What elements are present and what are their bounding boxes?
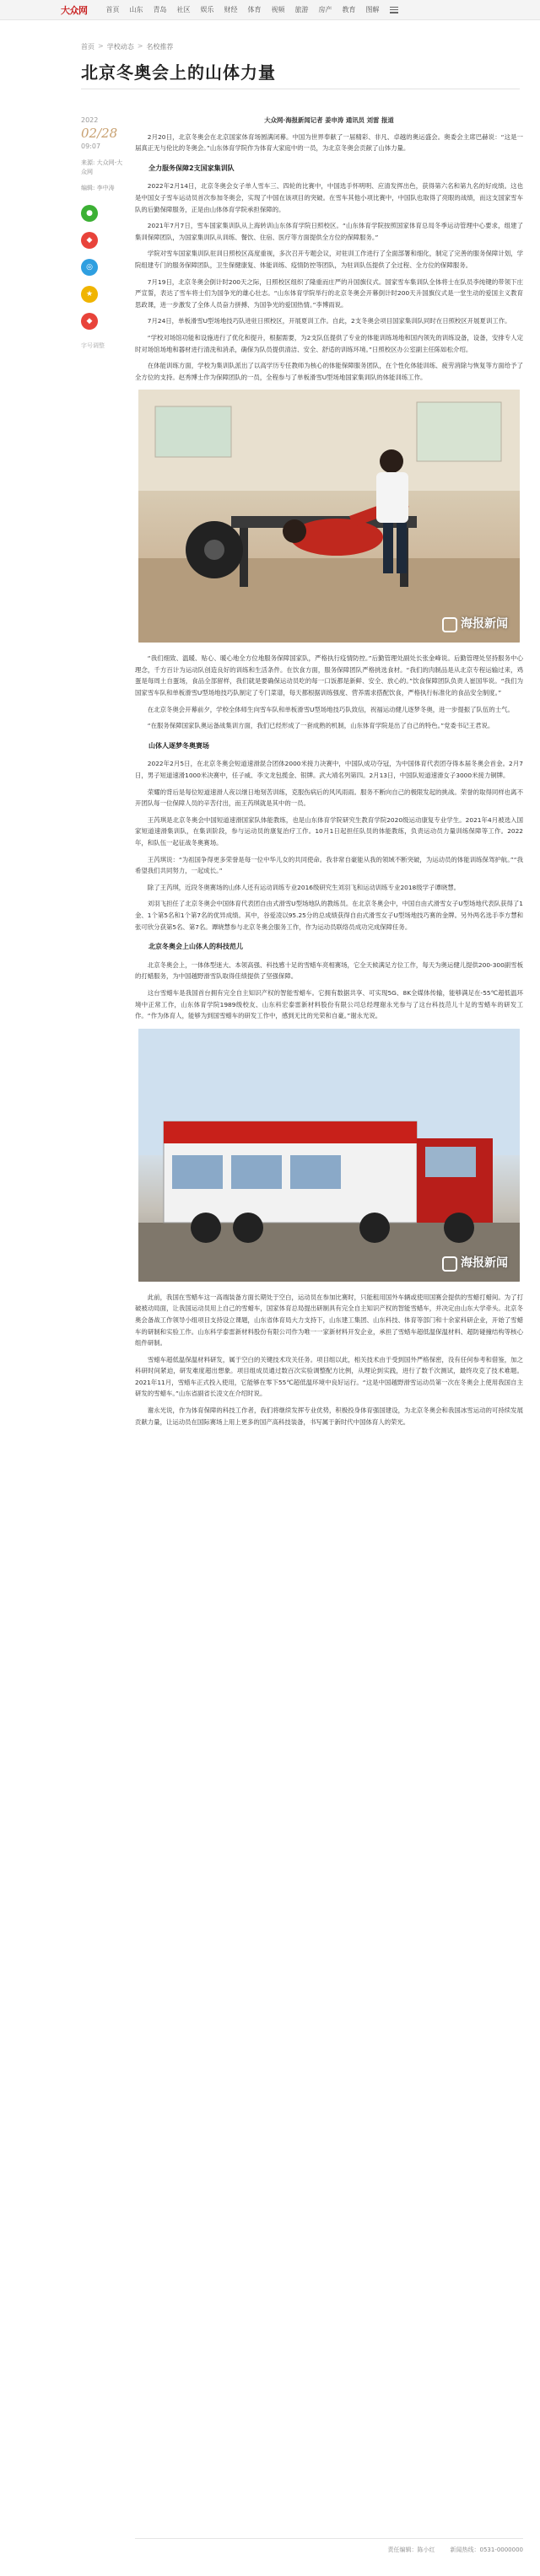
nav-item-sports[interactable]: 体育 (247, 5, 262, 13)
weibo-share-icon-2[interactable]: ◆ (81, 313, 98, 330)
paragraph: 北京冬奥会上，一体体型迷大、本领高强、科技感十足的雪蜡车亮相赛场，它全天候满足方位工作，每天为奥运健儿提供200-300副雪板的打蜡服务，为中国越野滑雪队取得佳绩提供了坚强保障。 (135, 960, 523, 981)
menu-icon[interactable] (390, 7, 398, 13)
main-nav (101, 0, 385, 20)
breadcrumb-school-news[interactable]: 学校动态 (106, 43, 134, 51)
breadcrumb-famous-schools[interactable]: 名校推荐 (146, 43, 174, 51)
paragraph: 学院对雪车国家集训队驻训日照校区高度重视，多次召开专题会议，对驻训工作进行了全面部署和细化，制定了完善的服务保障计划，学院组建专门的服务保障团队，卫生保健康复、体能训练、疫情防控等团队，为驻训队伍提供了全过程、全方位的保障服务。 (135, 250, 523, 269)
watermark-logo-icon (442, 1256, 457, 1272)
paragraph: 雪蜡车超低温保温材料研发，属于空白的关键技术攻关任务。项目组以此，相关技术由于受到国外严格保密，没有任何参考和借鉴，加之科研时间紧迫，研发难度超出想象。项目组成员通过数百次实验调整配方比例，从理论到实践，进行了数千次测试，最终攻克了技术难题。2021年11月，雪蜡车正式投入使用，它能够在零下55℃超低温环境中良好运行。“这是中国越野滑雪运动员第一次在冬奥会上使用我国自主研发的雪蜡车。”山东省副省长凌文在介绍时说。 (135, 1355, 523, 1398)
breadcrumb-separator: > (98, 42, 104, 50)
paragraph: “我们细致、温暖、贴心、暖心地全方位地服务保障国家队，严格执行疫情防控。”后勤管理处副处长张金峰说。后勤管理处坚持服务中心理念，千方百计为运动队创造良好的训练和生活条件。在饮食方面，服务保障团队严格挑选食材。“我们的肉制品是从北京专程运输过来，鸡蛋是每周土自蛋场，食品全部留样，我们就是要确保运动员吃的每一口饭都是新鲜、安全、放心的。”饮食保障团队负责人崔国华说。“我们为国家雪车队和单板滑雪U型场地技巧队制定了专门菜谱，每天都根据训练强度、营养需求搭配饮食，严格执行标准化的食品安全制度。” (135, 654, 523, 697)
publish-time: 09:07 (81, 143, 101, 150)
paragraph: “学校对场馆功能和设施进行了优化和提升，根据需要，为2支队伍提供了专业的体能训练场地和国内领先的训练设备，设备，安排专人定时对场馆场地和器材进行清洗和消杀，确保为队员提供清洁、安全、舒适的训练环境。”日照校区办公室副主任陈如松介绍。 (135, 333, 523, 353)
nav-item-qingdao[interactable]: 青岛 (153, 5, 167, 13)
wax-truck-photo (138, 1029, 520, 1282)
share-buttons (81, 205, 125, 330)
breadcrumb (81, 42, 173, 51)
paragraph: 7月19日，北京冬奥会倒计时200天之际，日照校区组织了隆重而庄严的升国旗仪式。国家雪车集训队全体将士在队员李纯键的带领下庄严宣誓，表达了雪车将士们为国争光的雄心壮志。“山东体育学院举行的北京冬奥会开幕倒计时200天升国旗仪式是一堂生动的爱国主义教育思政课，进一步激发了全体人员奋力拼搏、为国争光的爱国热情。”李博雨说。 (135, 277, 523, 309)
nav-item-community[interactable]: 社区 (176, 5, 191, 13)
nav-item-shandong[interactable]: 山东 (129, 5, 143, 13)
paragraph: 2021年7月7日，雪车国家集训队从上海转训山东体育学院日照校区。“山东体育学院按照国家体育总局冬季运动管理中心要求，组建了集训保障团队，为国家集训队从训练、餐饮、住宿、医疗等方面提供全方位的保障服务。” (135, 222, 523, 241)
article-meta (81, 116, 125, 350)
watermark-logo-icon (442, 617, 457, 632)
paragraph: 2022年2月5日，在北京冬奥会短道速滑混合团体2000米接力决赛中，中国队成功夺冠，为中国体育代表团夺得本届冬奥会首金。2月7日，男子短道速滑1000米决赛中，任子威、李文龙包揽金、银牌。武大靖名列第四。2月13日，中国队短道速滑女子3000米接力铜牌。 (135, 760, 523, 780)
nav-item-house[interactable]: 房产 (318, 5, 332, 13)
nav-item-graphics[interactable]: 图解 (365, 5, 380, 13)
article-editor: 编辑: 李中涛 (81, 185, 115, 191)
site-logo[interactable]: 大众网 (61, 4, 88, 16)
paragraph: 荣耀的背后是每位短道速滑人夜以继日地刻苦训练，克服伤病后的风风雨雨。服务不断向自己的极限发起的挑战。荣誉的取得同样也离不开团队每一位保障人员的辛苦付出，而王芮琪就是其中的一员。 (135, 788, 523, 808)
paragraph: 2月20日，北京冬奥会在北京国家体育场圆满闭幕。中国为世界奉献了一届精彩、非凡、卓越的奥运盛会。奥委会主席巴赫说：“这是一届真正无与伦比的冬奥会。”山东体育学院作为体育大家庭中的一员，为北京冬奥会贡献了山体力量。 (135, 132, 523, 153)
breadcrumb-separator: > (137, 42, 143, 50)
nav-item-finance[interactable]: 财经 (224, 5, 238, 13)
font-size-toggle[interactable]: 字号调整 (81, 342, 105, 349)
article-body (135, 115, 523, 1433)
section-heading: 全力服务保障2支国家集训队 (148, 164, 235, 172)
watermark-text: 海报新闻 (461, 1256, 508, 1270)
training-photo-illustration (138, 390, 520, 643)
wechat-share-icon[interactable]: ● (81, 205, 98, 222)
wax-truck-illustration (138, 1029, 520, 1282)
paragraph: “在服务保障国家队奥运备战集训方面，我们已经形成了一套成熟的机制，山东体育学院是出了自己的特色。”党委书记王君说。 (147, 722, 494, 730)
nav-item-entertainment[interactable]: 娱乐 (200, 5, 214, 13)
watermark-text: 海报新闻 (461, 617, 508, 632)
paragraph: 王芮琪是北京冬奥会中国短道速滑国家队体能教练，也是山东体育学院研究生教育学院2020级运动康复专业学生。2021年4月被选入国家短道速滑集训队，在集训阶段，参与运动员的康复治疗工作。10月1日起担任队员的体能教练，负责运动员力量训练保障等工作。2022年，和队伍一起征战冬奥赛场。 (135, 815, 523, 847)
paragraph: 在体能训练方面，学校为集训队派出了以高学历专任教师为核心的体能保障服务团队，在个性化体能训练、疲劳消除与恢复等方面给予了全方位的支持。赵秀博士作为保障团队的一员，全程参与了单板滑雪U型场地国家集训队的体能训练工作。 (135, 362, 523, 381)
paragraph: 除了王芮琪，近段冬奥赛场的山体人还有运动训练专业2016级研究生刘羽飞和运动训练专业2018级学子谭晓慧。 (147, 883, 460, 891)
footer-editor: 责任编辑：陈小红 (387, 2546, 435, 2553)
breadcrumb-home[interactable]: 首页 (81, 43, 94, 51)
paragraph: 刘羽飞担任了北京冬奥会中国体育代表团自由式滑雪U型场地队的教练员。在北京冬奥会中，中国自由式滑雪女子U型场地代表队获得了1金、1个第5名和1个第7名的优异成绩。其中，谷爱凌以95.25分的总成绩获得自由式滑雪女子U型场地技巧赛的金牌。另外两名选手李方慧和张可欣分获第5名、第7名。谭晓慧参与北京冬奥会服务工作，作为运动员联络员成功完成保障任务。 (135, 900, 523, 931)
page-title: 北京冬奥会上的山体力量 (81, 62, 276, 83)
paragraph: 这台雪蜡车是我国首台拥有完全自主知识产权的智能雪蜡车。它拥有数据共享、可实现5G、8K全媒体传输，能够满足在-55℃超低温环境中正常工作，山东体育学院1989级校友、山东科宏泰雷新材料股份有限公司总经理谢永光参与了这台科技范儿十足的雪蜡车的研发工作。“作为体育人，能够为到国雪蜡车的研发工作中，感到无比的光荣和自豪。”谢永光说。 (135, 988, 523, 1020)
article-source: 来源: 大众网-大众网 (81, 159, 123, 175)
paragraph: 7月24日，单板滑雪U型场地技巧队进驻日照校区，开展夏训工作。自此，2支冬奥会项目国家集训队同时在日照校区开展夏训工作。 (147, 317, 511, 325)
footer-hotline: 新闻热线：0531-0000000 (450, 2546, 523, 2553)
publish-year: 2022 (81, 116, 99, 124)
publish-date: 02/28 (81, 126, 118, 141)
weibo-share-icon[interactable]: ◆ (81, 232, 98, 249)
nav-item-education[interactable]: 教育 (342, 5, 356, 13)
paragraph: 王芮琪说：“为祖国争得更多荣誉是每一位中华儿女的共同使命。我非常自豪能从我的领域不断突破，为运动员的体能训练保驾护航。”“我希望我们共同努力，一起成长。” (135, 855, 523, 875)
qzone-share-icon[interactable]: ★ (81, 286, 98, 303)
paragraph: 谢永光说，作为体育保障的科技工作者，我们将继续发挥专业优势，积极投身体育强国建设，为北京冬奥会和我国冰雪运动的可持续发展贡献力量，让运动员在国际赛场上用上更多的国产高科技装备，书写属于新时代中国体育人的荣光。 (135, 1406, 523, 1426)
nav-item-video[interactable]: 视频 (271, 5, 285, 13)
top-nav-bar (0, 0, 540, 20)
qq-share-icon[interactable]: ◎ (81, 259, 98, 276)
paragraph: 在北京冬奥会开幕前夕，学校全体师生向雪车队和单板滑雪U型场地技巧队致信，祝福运动健儿逐梦冬奥，进一步提振了队伍的士气。 (147, 705, 514, 713)
photo-watermark (442, 1256, 508, 1272)
nav-item-home[interactable]: 首页 (105, 5, 120, 13)
nav-item-travel[interactable]: 旅游 (294, 5, 309, 13)
paragraph: 此前，我国在雪蜡车这一高端装备方面长期处于空白，运动员在参加比赛时，只能租用国外车辆或使用国赛会提供的雪蜡打蜡间。为了打破被动局面，让我国运动员用上自己的雪蜡车，国家体育总局提出研制具有完全自主知识产权的智能雪蜡车，并决定由山东大学牵头。北京冬奥会备战工作领导小组项目支持设立课题，山东省体育局大力支持下，山东建工集团、山东科技、体育等部门和十余家科研企业，开始了雪蜡车的研制和实验工作。山东科学泰雷新材料股份有限公司作为唯一一家新材料开发企业，承担了雪蜡车超低温保温材料、超防碰撞结构等核心组件研制。 (135, 1293, 523, 1347)
section-heading: 北京冬奥会上山体人的科技范儿 (148, 943, 243, 951)
article-byline: 大众网·海报新闻记者 姜申涛 通讯员 刘雷 报道 (264, 116, 394, 124)
photo-watermark (442, 617, 508, 632)
training-photo (138, 390, 520, 643)
paragraph: 2022年2月14日，北京冬奥会女子单人雪车三、四轮的比赛中，中国选手怀明明、应清发挥出色，获得第六名和第九名的好成绩。这也是中国女子雪车运动员首次参加冬奥会，实现了中国在该项目的突破。在雪车其他小项比赛中，中国队也取得了亮眼的战绩，而这支国家雪车队的后勤保障服务，正是由山体体育学院承担保障的。 (135, 182, 523, 213)
article-footer (135, 2538, 523, 2554)
section-heading: 山体人逐梦冬奥赛场 (148, 741, 209, 750)
